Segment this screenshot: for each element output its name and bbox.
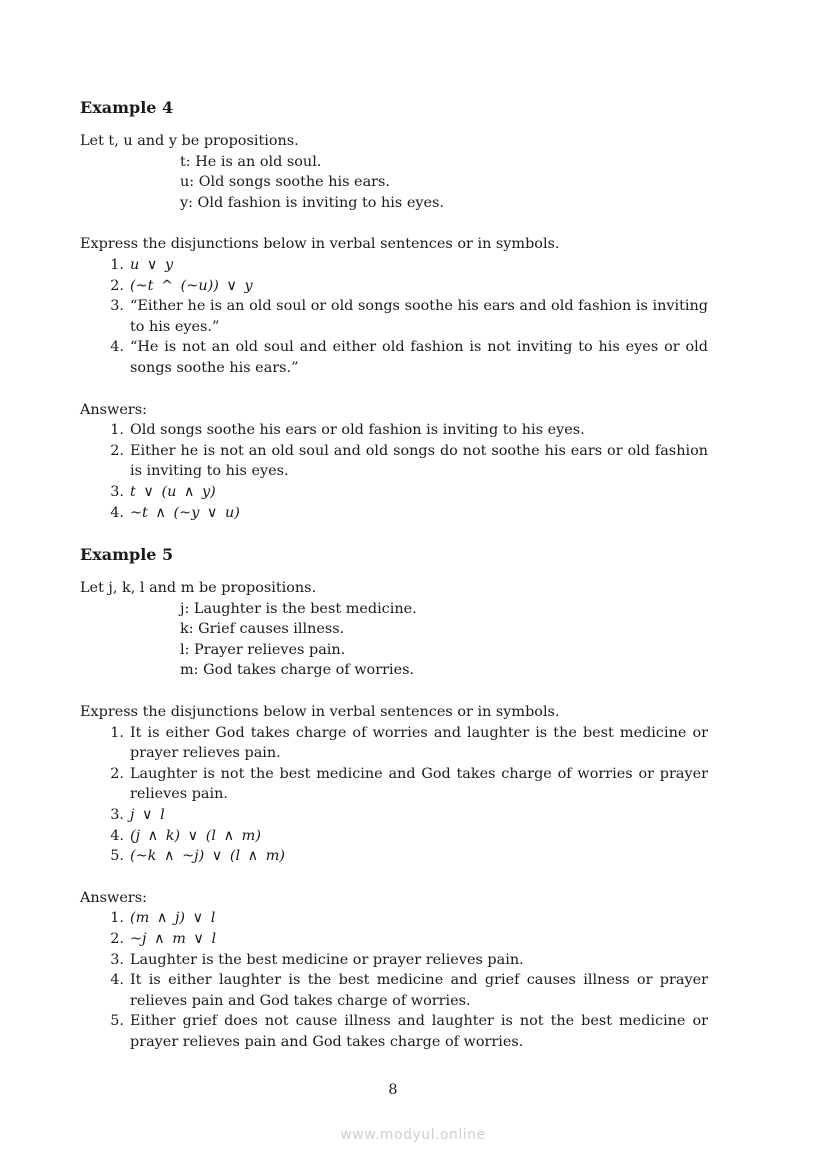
example-5-answers-label: Answers: xyxy=(80,889,147,906)
example-4-answers-list xyxy=(80,420,708,523)
item-text: It is either God takes charge of worries and laughter is the best medicine or prayer relieves pain. xyxy=(130,724,708,762)
example-4-answers-label: Answers: xyxy=(80,401,147,418)
proposition-t: t: He is an old soul. xyxy=(180,153,322,170)
item-number: 3. xyxy=(110,807,124,824)
list-item xyxy=(80,970,708,1011)
list-item xyxy=(80,950,708,971)
item-text: “He is not an old soul and either old fashion is not inviting to his eyes or old songs soothe his ears.” xyxy=(130,339,708,376)
item-number: 1. xyxy=(110,422,124,439)
item-number: 5. xyxy=(110,848,124,865)
list-item xyxy=(80,296,708,337)
example-5-instruction: Express the disjunctions below in verbal sentences or in symbols. xyxy=(80,704,560,721)
item-number: 1. xyxy=(110,256,124,273)
list-item xyxy=(80,826,708,847)
item-text: ~t ∧ (~y ∨ u) xyxy=(130,504,240,521)
list-item xyxy=(80,764,708,805)
example-5-items-list xyxy=(80,723,708,867)
item-number: 2. xyxy=(110,765,124,782)
proposition-u: u: Old songs soothe his ears. xyxy=(180,174,390,191)
example-4-instruction: Express the disjunctions below in verbal sentences or in symbols. xyxy=(80,236,560,253)
list-item xyxy=(80,441,708,482)
item-text: It is either laughter is the best medicine and grief causes illness or prayer relieves pain and God takes charge of worries. xyxy=(130,972,708,1009)
example-4-heading: Example 4 xyxy=(80,98,174,117)
list-item xyxy=(80,337,708,378)
example-5-answers-list xyxy=(80,908,708,1052)
item-number: 1. xyxy=(110,724,124,741)
list-item xyxy=(80,255,708,276)
item-text: j ∨ l xyxy=(130,807,165,824)
item-number: 2. xyxy=(110,277,124,294)
item-number: 4. xyxy=(110,827,124,844)
page-number: 8 xyxy=(388,1082,398,1098)
example-4-items-list xyxy=(80,255,708,379)
proposition-m: m: God takes charge of worries. xyxy=(180,662,415,679)
item-text: Laughter is the best medicine or prayer relieves pain. xyxy=(130,951,524,968)
list-item xyxy=(80,1011,708,1052)
watermark: www.modyul.online xyxy=(340,1127,486,1143)
item-number: 2. xyxy=(110,931,124,947)
item-text: Old songs soothe his ears or old fashion is inviting to his eyes. xyxy=(130,422,585,439)
item-number: 1. xyxy=(110,910,124,927)
item-text: ~j ∧ m ∨ l xyxy=(130,931,217,947)
example-5-propositions xyxy=(180,599,708,681)
item-number: 3. xyxy=(110,483,124,500)
example-4-propositions xyxy=(180,152,708,214)
item-number: 4. xyxy=(110,972,124,989)
proposition-y: y: Old fashion is inviting to his eyes. xyxy=(180,194,444,211)
list-item xyxy=(80,420,708,441)
item-text: (~t ^ (~u)) ∨ y xyxy=(130,277,253,294)
list-item xyxy=(80,276,708,297)
item-number: 3. xyxy=(110,951,124,968)
item-number: 4. xyxy=(110,504,124,521)
item-number: 3. xyxy=(110,298,124,315)
item-number: 2. xyxy=(110,442,124,459)
list-item xyxy=(80,908,708,929)
list-item xyxy=(80,805,708,826)
proposition-k: k: Grief causes illness. xyxy=(180,621,345,638)
example-4-section xyxy=(80,96,708,523)
item-text: “Either he is an old soul or old songs soothe his ears and old fashion is inviting to his eyes.” xyxy=(130,298,708,335)
example-5-intro: Let j, k, l and m be propositions. xyxy=(80,580,317,597)
list-item xyxy=(80,482,708,503)
item-text: Laughter is not the best medicine and God takes charge of worries or prayer relieves pain. xyxy=(130,765,708,803)
example-5-section xyxy=(80,543,708,1052)
list-item xyxy=(80,503,708,524)
item-number: 5. xyxy=(110,1013,124,1030)
item-text: Either grief does not cause illness and laughter is not the best medicine or prayer relieves pain and God takes charge of worries. xyxy=(130,1013,708,1050)
item-text: u ∨ y xyxy=(130,256,174,273)
item-text: t ∨ (u ∧ y) xyxy=(130,483,216,500)
item-number: 4. xyxy=(110,339,124,356)
item-text: Either he is not an old soul and old songs do not soothe his ears or old fashion is inviting to his eyes. xyxy=(130,442,708,480)
example-4-intro: Let t, u and y be propositions. xyxy=(80,133,299,149)
item-text: (j ∧ k) ∨ (l ∧ m) xyxy=(130,827,261,844)
example-5-heading: Example 5 xyxy=(80,545,174,565)
proposition-l: l: Prayer relieves pain. xyxy=(180,641,346,658)
item-text: (m ∧ j) ∨ l xyxy=(130,910,216,927)
item-text: (~k ∧ ~j) ∨ (l ∧ m) xyxy=(130,848,286,865)
document-page xyxy=(80,96,708,1053)
list-item xyxy=(80,929,708,950)
list-item xyxy=(80,846,708,867)
list-item xyxy=(80,723,708,764)
proposition-j: j: Laughter is the best medicine. xyxy=(180,600,417,617)
